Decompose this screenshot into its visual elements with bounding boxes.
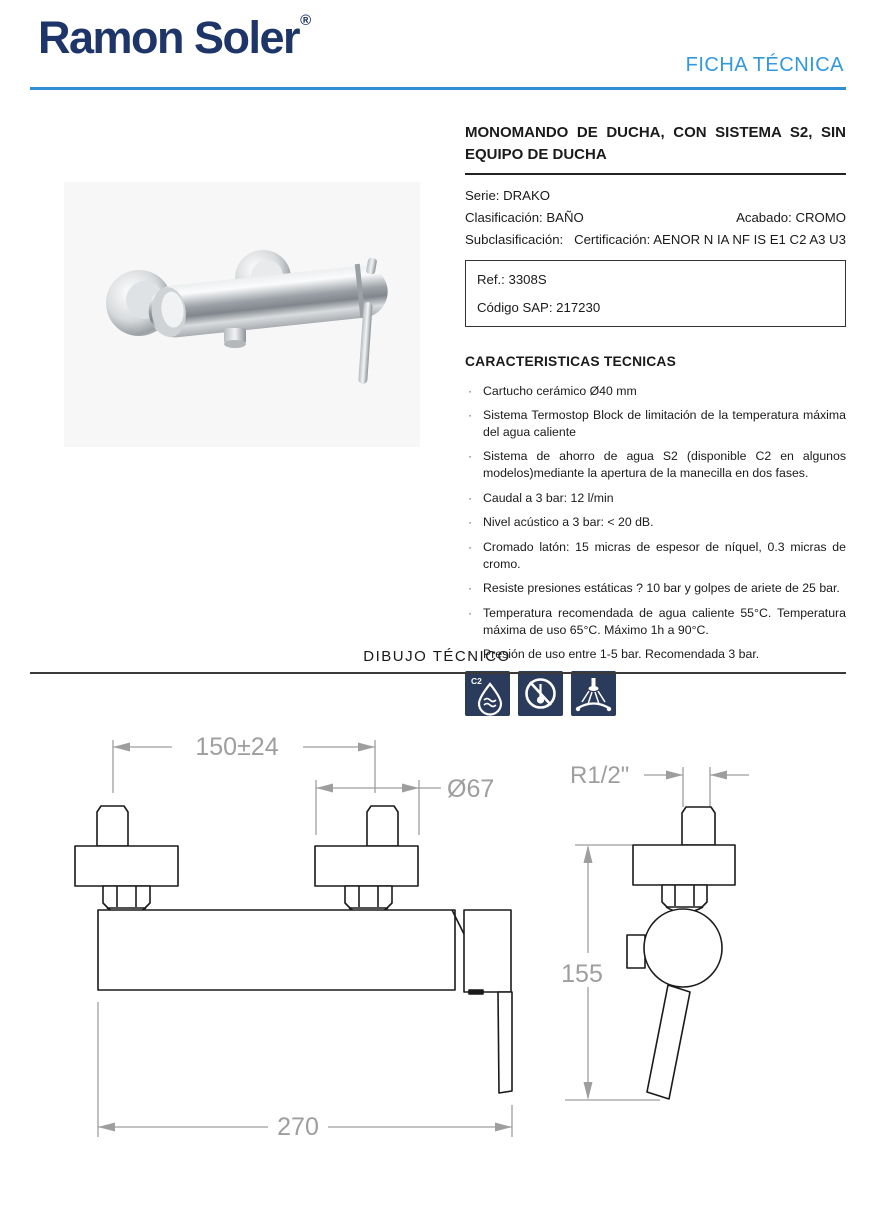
handle-side xyxy=(647,985,690,1099)
field-acabado: Acabado: CROMO xyxy=(736,209,846,225)
characteristic-item: · Caudal a 3 bar: 12 l/min xyxy=(465,490,846,507)
dim-total-width: 270 xyxy=(277,1113,319,1141)
field-subclasificacion: Subclasificación: xyxy=(465,231,564,247)
field-ref: Ref.: 3308S xyxy=(477,271,547,287)
characteristic-item: · Temperatura recomendada de agua caliente 55°C. Temperatura máxima de uso 65°C. Máximo 1h a 90°C. xyxy=(465,605,846,639)
mixer-body-front xyxy=(98,910,455,990)
characteristic-item: · Cartucho cerámico Ø40 mm xyxy=(465,383,846,400)
product-info-column xyxy=(465,122,846,716)
document-type-label: FICHA TÉCNICA xyxy=(685,54,844,76)
inlet-pipe-left xyxy=(97,806,128,846)
product-photo xyxy=(64,182,420,447)
front-view xyxy=(75,806,512,1093)
characteristic-item: · Presión de uso entre 1-5 bar. Recomendada 3 bar. xyxy=(465,646,846,663)
side-view xyxy=(627,807,735,1099)
characteristic-item: · Resiste presiones estáticas ? 10 bar y golpes de ariete de 25 bar. xyxy=(465,580,846,597)
field-serie: Serie: DRAKO xyxy=(465,187,551,203)
characteristics-list xyxy=(465,383,846,664)
escutcheon-right xyxy=(315,846,418,886)
handle-front xyxy=(498,992,512,1093)
brand-logo-text: Ramon Soler xyxy=(38,12,300,63)
field-certificacion: Certificación: AENOR N IA NF IS E1 C2 A3 U3 xyxy=(574,231,846,247)
inlet-pipe-side xyxy=(682,807,715,845)
characteristic-item: · Nivel acústico a 3 bar: < 20 dB. xyxy=(465,514,846,531)
brand-logo xyxy=(38,12,311,64)
cartridge-mark xyxy=(469,990,483,994)
header-divider xyxy=(30,87,846,90)
outlet-side xyxy=(627,935,645,968)
characteristic-item: · Sistema de ahorro de agua S2 (disponible C2 en algunos modelos)mediante la apertura de la manecilla en dos fases. xyxy=(465,448,846,482)
svg-text:C2: C2 xyxy=(471,676,482,687)
outlet-port xyxy=(224,328,246,348)
dim-thread-size: R1/2" xyxy=(570,762,630,789)
valve-end-cap xyxy=(464,910,511,992)
inlet-pipe-right xyxy=(367,806,398,846)
dim-escutcheon-diameter: Ø67 xyxy=(447,775,495,803)
escutcheon-left xyxy=(75,846,178,886)
characteristics-heading: CARACTERISTICAS TECNICAS xyxy=(465,353,676,369)
drawing-section-title: DIBUJO TÉCNICO xyxy=(363,648,511,665)
characteristic-item: · Sistema Termostop Block de limitación de la temperatura máxima del agua caliente xyxy=(465,407,846,441)
dim-inlet-distance: 150±24 xyxy=(195,733,279,761)
technical-drawing xyxy=(0,690,874,1206)
characteristic-item: · Cromado latón: 15 micras de espesor de níquel, 0.3 micras de cromo. xyxy=(465,539,846,573)
dim-height: 155 xyxy=(561,960,603,988)
product-fields xyxy=(465,188,846,247)
mixer-body-side xyxy=(644,909,722,987)
field-clasificacion: Clasificación: BAÑO xyxy=(465,209,584,225)
escutcheon-side xyxy=(633,845,735,885)
drawing-section-divider xyxy=(30,672,846,674)
field-codigo-sap: Código SAP: 217230 xyxy=(477,299,601,315)
registered-mark: ® xyxy=(300,12,312,29)
product-title: MONOMANDO DE DUCHA, CON SISTEMA S2, SIN EQUIPO DE DUCHA xyxy=(465,122,846,175)
reference-box xyxy=(465,260,846,327)
